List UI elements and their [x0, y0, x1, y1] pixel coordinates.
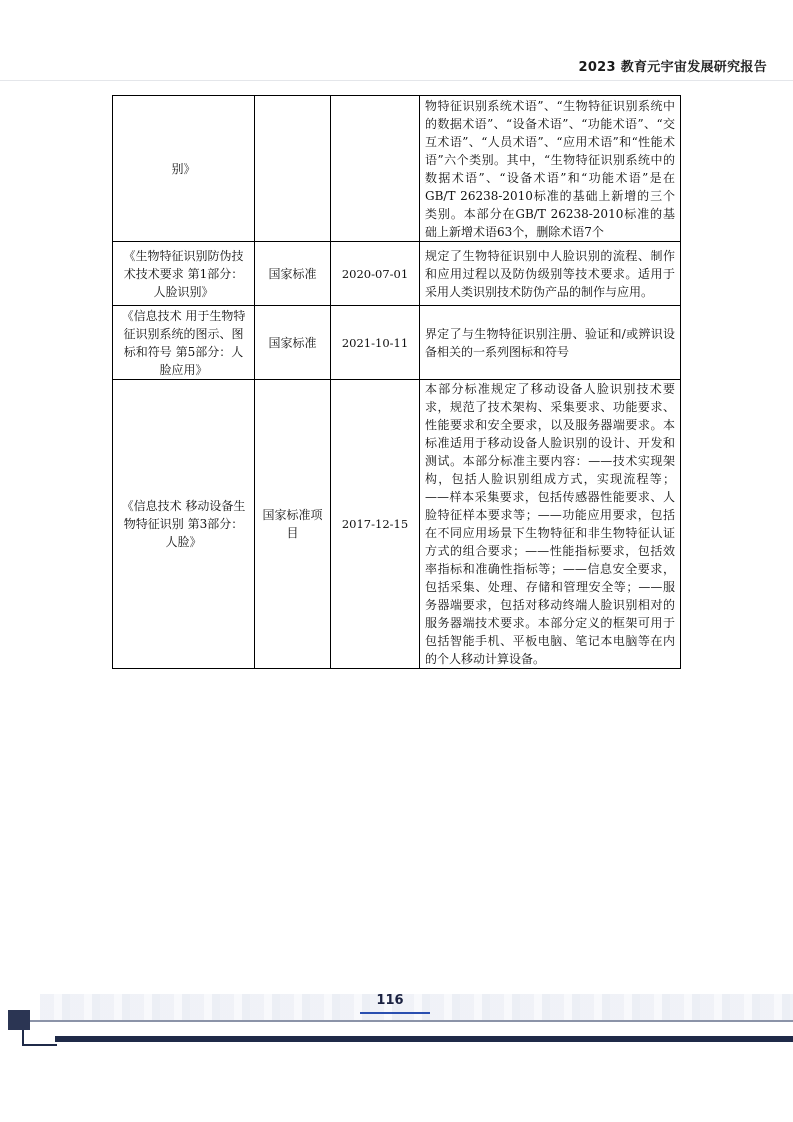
page-number: 116: [376, 993, 404, 1008]
standard-name-cell: 《信息技术 用于生物特征识别系统的图示、图标和符号 第5部分：人脸应用》: [113, 306, 255, 380]
page-header-title: 2023 教育元宇宙发展研究报告: [578, 60, 767, 75]
table-row: [113, 96, 681, 242]
table-row: [113, 306, 681, 380]
standard-name-cell: 《生物特征识别防伪技术技术要求 第1部分：人脸识别》: [113, 242, 255, 306]
release-date-cell: 2021-10-11: [331, 306, 420, 380]
page-footer: [0, 990, 793, 1060]
header-divider: [0, 80, 793, 81]
release-date-cell: 2020-07-01: [331, 242, 420, 306]
standard-name-cell: 《信息技术 移动设备生物特征识别 第3部分：人脸》: [113, 380, 255, 669]
table-row: [113, 242, 681, 306]
description-cell: 物特征识别系统术语”、“生物特征识别系统中的数据术语”、“设备术语”、“功能术语”、“交互术语”、“人员术语”、“应用术语”和“性能术语”六个类别。其中，“生物特征识别系统中的数据术语”、“设备术语”和“功能术语”是在GB/T 26238-2010标准的基础上新增的三个类别。本部分在GB/T 26238-2010标准的基础上新增术语63个，删除术语7个: [420, 96, 681, 242]
standard-type-cell: 国家标准: [255, 306, 331, 380]
standard-type-cell: 国家标准项目: [255, 380, 331, 669]
standards-table: [112, 95, 681, 669]
description-cell: 规定了生物特征识别中人脸识别的流程、制作和应用过程以及防伪级别等技术要求。适用于采用人类识别技术防伪产品的制作与应用。: [420, 242, 681, 306]
standard-type-cell: [255, 96, 331, 242]
description-cell: 界定了与生物特征识别注册、验证和/或辨识设备相关的一系列图标和符号: [420, 306, 681, 380]
standard-type-cell: 国家标准: [255, 242, 331, 306]
footer-thick-rule: [55, 1036, 793, 1042]
footer-thin-rule: [30, 1020, 793, 1022]
release-date-cell: 2017-12-15: [331, 380, 420, 669]
footer-corner-square: [8, 1010, 30, 1030]
description-cell: 本部分标准规定了移动设备人脸识别技术要求，规范了技术架构、采集要求、功能要求、性能要求和安全要求，以及服务器端要求。本标准适用于移动设备人脸识别的设计、开发和测试。本部分标准主要内容：——技术实现架构，包括人脸识别组成方式，实现流程等；——样本采集要求，包括传感器性能要求、人脸特征样本要求等；——功能应用要求，包括在不同应用场景下生物特征和非生物特征认证方式的组合要求；——性能指标要求，包括效率指标和准确性指标等；——信息安全要求，包括采集、处理、存储和管理安全等；——服务器端要求，包括对移动终端人脸识别相对的服务器端技术要求。本部分定义的框架可用于包括智能手机、平板电脑、笔记本电脑等在内的个人移动计算设备。: [420, 380, 681, 669]
release-date-cell: [331, 96, 420, 242]
standard-name-cell: 别》: [113, 96, 255, 242]
table-row: [113, 380, 681, 669]
footer-accent-line: [360, 1012, 430, 1014]
